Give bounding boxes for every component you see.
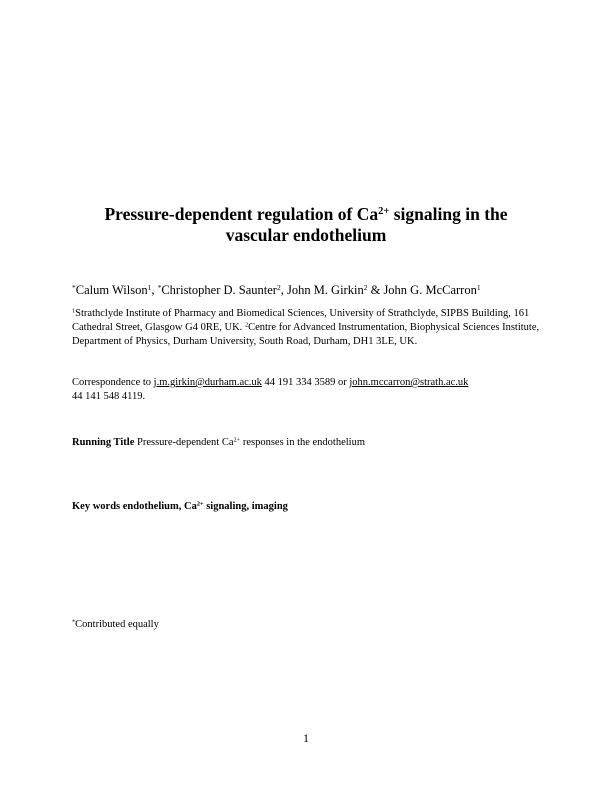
author bbox=[287, 283, 383, 297]
affiliation-number: 2 bbox=[244, 321, 249, 329]
correspondence bbox=[72, 376, 542, 404]
author bbox=[158, 283, 287, 297]
keywords-text-end: signaling, imaging bbox=[203, 501, 288, 512]
author-affiliation: 2 bbox=[276, 282, 281, 292]
affiliation-number: 1 bbox=[72, 307, 76, 315]
author-affiliation: 2 bbox=[363, 282, 368, 292]
keywords-text: Key words endothelium, Ca bbox=[72, 501, 197, 512]
page-number: 1 bbox=[303, 731, 309, 745]
phone-number: 44 191 334 3589 or bbox=[261, 377, 350, 388]
author-name: John G. McCarron bbox=[383, 283, 477, 297]
running-title bbox=[72, 437, 365, 448]
title-text: Pressure-dependent regulation of Ca bbox=[104, 204, 379, 224]
keywords-superscript: 2+ bbox=[196, 500, 204, 508]
running-title-text: Pressure-dependent Ca bbox=[134, 437, 234, 448]
author-affiliation: 1 bbox=[147, 282, 152, 292]
author-name: Christopher D. Saunter bbox=[161, 283, 277, 297]
author-separator: , bbox=[280, 283, 287, 297]
author-name: John M. Girkin bbox=[286, 283, 364, 297]
author-separator: , bbox=[151, 283, 158, 297]
keywords bbox=[72, 501, 288, 512]
phone-number: 44 141 548 4119. bbox=[72, 391, 146, 402]
title-line-2: vascular endothelium bbox=[225, 225, 387, 245]
author-separator: & bbox=[367, 283, 384, 297]
paper-title bbox=[60, 204, 552, 246]
email-link[interactable]: john.mccarron@strath.ac.uk bbox=[349, 377, 469, 388]
affiliation-text: Centre for Advanced Instrumentation, Biophysical Sciences Institute, Department of Physics, Durham University, South Road, Durham, DH1 3LE, UK. bbox=[72, 322, 540, 348]
author-list bbox=[72, 283, 552, 298]
author bbox=[383, 283, 480, 297]
author-affiliation: 1 bbox=[476, 282, 481, 292]
footnote-text: Contributed equally bbox=[75, 619, 159, 630]
author-name: Calum Wilson bbox=[75, 283, 148, 297]
footnote-mark: * bbox=[72, 618, 76, 626]
correspondence-prefix: Correspondence to bbox=[72, 377, 154, 388]
email-link[interactable]: j.m.girkin@durham.ac.uk bbox=[153, 377, 262, 388]
affiliations bbox=[72, 307, 542, 350]
footnote bbox=[72, 619, 159, 630]
running-title-text-end: responses in the endothelium bbox=[240, 437, 366, 448]
title-line-1 bbox=[60, 204, 552, 225]
author bbox=[72, 283, 158, 297]
running-title-label: Running Title bbox=[72, 437, 135, 448]
title-text-end: signaling in the bbox=[389, 204, 508, 224]
title-superscript: 2+ bbox=[378, 206, 390, 218]
author-mark: * bbox=[72, 282, 76, 292]
running-title-superscript: 2+ bbox=[233, 436, 241, 444]
author-mark: * bbox=[157, 282, 162, 292]
affiliation-text: Strathclyde Institute of Pharmacy and Biomedical Sciences, University of Strathclyde, SIPBS Building, 161 Cathedral Street, Glasgow G4 0RE, UK. bbox=[72, 308, 530, 334]
